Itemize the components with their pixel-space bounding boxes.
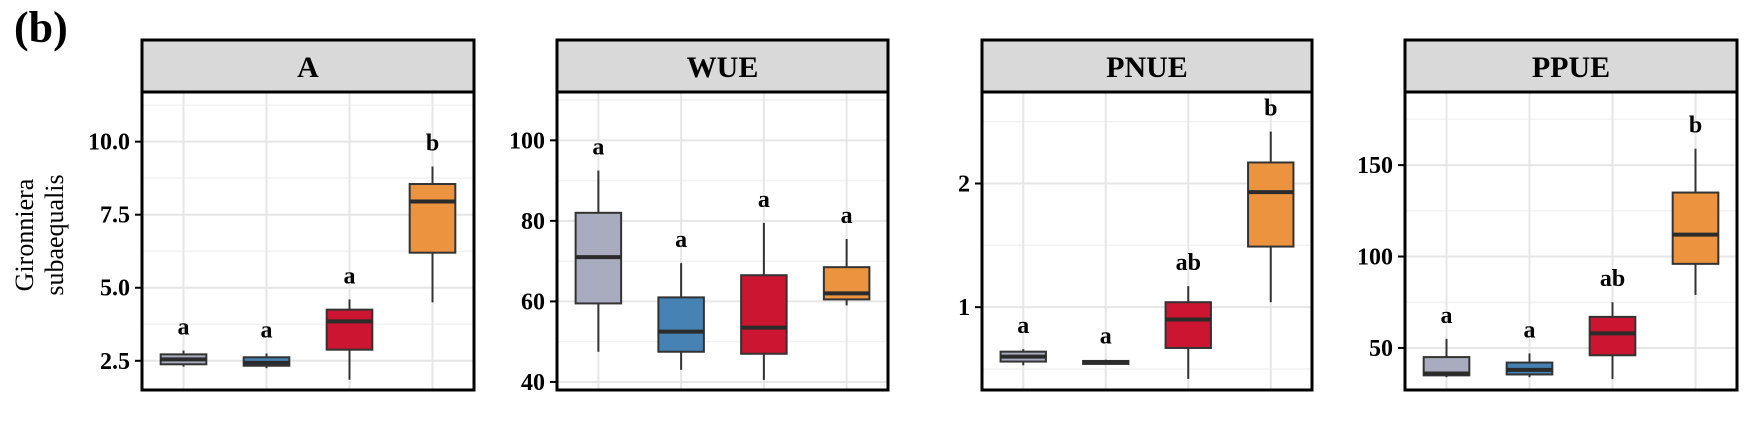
facet-title: A <box>297 51 319 84</box>
significance-label: a <box>757 186 770 213</box>
y-tick-label: 50 <box>1369 335 1393 362</box>
box <box>1673 193 1719 264</box>
box <box>1248 162 1293 246</box>
y-tick-label: 40 <box>521 369 545 396</box>
y-axis-title: Gironniera subaequalis <box>10 174 69 296</box>
y-tick-label: 60 <box>521 289 545 316</box>
significance-label: b <box>1688 112 1703 139</box>
y-tick-label: 80 <box>521 208 545 235</box>
facet-title: WUE <box>686 51 759 84</box>
box <box>410 184 456 253</box>
box <box>741 275 787 354</box>
significance-label: a <box>675 227 688 254</box>
significance-label: a <box>1017 313 1030 340</box>
box <box>1590 317 1636 355</box>
facet-1 <box>509 40 888 396</box>
y-tick-label: 1 <box>958 295 970 322</box>
box <box>327 310 373 350</box>
significance-label: a <box>343 263 356 290</box>
box <box>1166 302 1211 348</box>
panel-label: (b) <box>14 3 68 52</box>
significance-label: ab <box>1175 250 1201 277</box>
significance-label: a <box>1440 302 1453 329</box>
facet-2 <box>958 40 1312 390</box>
significance-label: a <box>592 134 605 161</box>
box <box>658 297 704 351</box>
y-tick-label: 2 <box>958 171 970 198</box>
y-tick-label: 150 <box>1357 153 1393 180</box>
significance-label: a <box>260 317 273 344</box>
significance-label: b <box>425 130 440 157</box>
y-tick-label: 2.5 <box>100 348 130 375</box>
significance-label: a <box>1523 317 1536 344</box>
significance-label: ab <box>1599 266 1626 293</box>
y-tick-label: 10.0 <box>88 129 130 156</box>
facet-title: PNUE <box>1106 51 1188 84</box>
y-tick-label: 5.0 <box>100 275 130 302</box>
facet-0 <box>88 40 474 390</box>
facet-title: PPUE <box>1531 51 1611 84</box>
facet-3 <box>1357 40 1737 390</box>
significance-label: b <box>1264 95 1278 122</box>
significance-label: a <box>840 202 853 229</box>
y-tick-label: 7.5 <box>100 202 130 229</box>
significance-label: a <box>177 314 190 341</box>
y-tick-label: 100 <box>509 128 545 155</box>
significance-label: a <box>1099 323 1112 350</box>
y-tick-label: 100 <box>1357 244 1393 271</box>
